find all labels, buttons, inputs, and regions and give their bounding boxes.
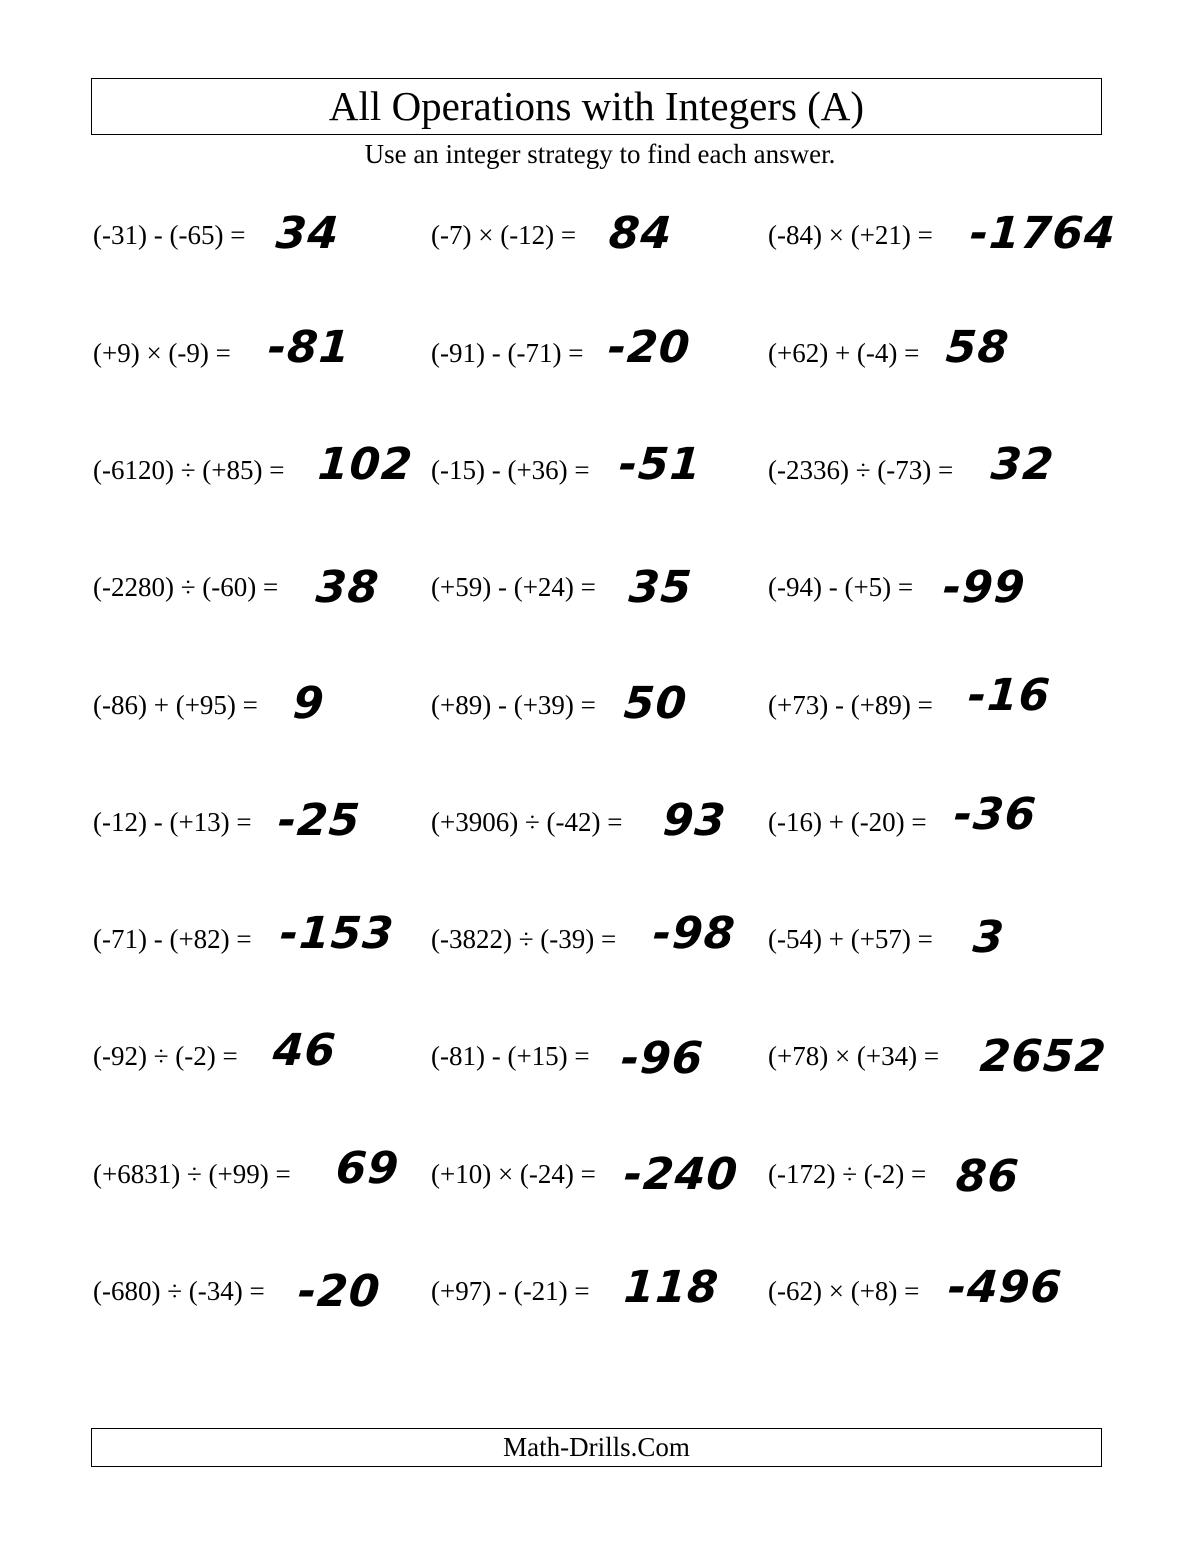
problem-equation: (+3906) ÷ (-42) = <box>431 807 623 837</box>
problem-equation: (+97) - (-21) = <box>431 1276 590 1306</box>
problem-equation: (-2280) ÷ (-60) = <box>93 572 279 602</box>
problem-equation: (-6120) ÷ (+85) = <box>93 455 285 485</box>
problem-equation: (+78) × (+34) = <box>768 1041 940 1071</box>
footer-box <box>91 1428 1102 1467</box>
handwritten-answer: 34 <box>274 208 342 259</box>
handwritten-answer: -81 <box>266 322 353 373</box>
handwritten-answer: -240 <box>622 1149 740 1200</box>
handwritten-answer: -153 <box>278 908 396 959</box>
problem-equation: (-3822) ÷ (-39) = <box>431 924 617 954</box>
problem-equation: (+9) × (-9) = <box>93 338 231 368</box>
problem-equation: (-7) × (-12) = <box>431 220 577 250</box>
handwritten-answer: 93 <box>661 795 729 846</box>
handwritten-answer: 86 <box>954 1151 1022 1202</box>
problem-equation: (+73) - (+89) = <box>768 690 933 720</box>
handwritten-answer: 2652 <box>978 1031 1109 1082</box>
handwritten-answer: 58 <box>944 322 1012 373</box>
handwritten-answer: 38 <box>314 562 382 613</box>
handwritten-answer: 32 <box>989 439 1057 490</box>
problem-equation: (-12) - (+13) = <box>93 807 252 837</box>
handwritten-answer: 84 <box>607 208 675 259</box>
problem-equation: (-84) × (+21) = <box>768 220 933 250</box>
problem-equation: (+89) - (+39) = <box>431 690 596 720</box>
handwritten-answer: 35 <box>627 562 695 613</box>
problem-equation: (-31) - (-65) = <box>93 220 246 250</box>
handwritten-answer: -16 <box>966 670 1053 721</box>
handwritten-answer: 46 <box>271 1025 339 1076</box>
handwritten-answer: -1764 <box>968 208 1118 259</box>
footer-site-name: Math-Drills.Com <box>503 1432 690 1462</box>
problem-equation: (-86) + (+95) = <box>93 690 258 720</box>
problem-equation: (-2336) ÷ (-73) = <box>768 455 954 485</box>
problem-equation: (+6831) ÷ (+99) = <box>93 1159 291 1189</box>
problem-equation: (-71) - (+82) = <box>93 924 252 954</box>
handwritten-answer: -25 <box>276 795 363 846</box>
handwritten-answer: -96 <box>619 1033 706 1084</box>
problem-equation: (-54) + (+57) = <box>768 924 933 954</box>
handwritten-answer: 50 <box>622 678 690 729</box>
page-title: All Operations with Integers (A) <box>328 83 865 129</box>
problem-equation: (+59) - (+24) = <box>431 572 596 602</box>
problem-equation: (-15) - (+36) = <box>431 455 590 485</box>
handwritten-answer: -496 <box>946 1262 1064 1313</box>
handwritten-answer: -20 <box>606 322 693 373</box>
handwritten-answer: 9 <box>291 678 327 729</box>
problem-equation: (-172) ÷ (-2) = <box>768 1159 927 1189</box>
handwritten-answer: 3 <box>971 912 1007 963</box>
instruction-text: Use an integer strategy to find each answer. <box>364 139 836 169</box>
problem-equation: (+62) + (-4) = <box>768 338 920 368</box>
problem-equation: (-81) - (+15) = <box>431 1041 590 1071</box>
handwritten-answer: 102 <box>316 439 415 490</box>
problem-equation: (-91) - (-71) = <box>431 338 584 368</box>
handwritten-answer: 69 <box>334 1143 402 1194</box>
problem-equation: (-680) ÷ (-34) = <box>93 1276 265 1306</box>
handwritten-answer: -36 <box>952 789 1039 840</box>
problem-equation: (-92) ÷ (-2) = <box>93 1041 238 1071</box>
problem-equation: (-94) - (+5) = <box>768 572 914 602</box>
problem-equation: (-16) + (-20) = <box>768 807 927 837</box>
problem-equation: (+10) × (-24) = <box>431 1159 596 1189</box>
handwritten-answer: 118 <box>622 1262 721 1313</box>
problem-equation: (-62) × (+8) = <box>768 1276 920 1306</box>
handwritten-answer: -51 <box>617 439 704 490</box>
handwritten-answer: -98 <box>651 908 738 959</box>
handwritten-answer: -99 <box>941 562 1028 613</box>
handwritten-answer: -20 <box>296 1266 383 1317</box>
